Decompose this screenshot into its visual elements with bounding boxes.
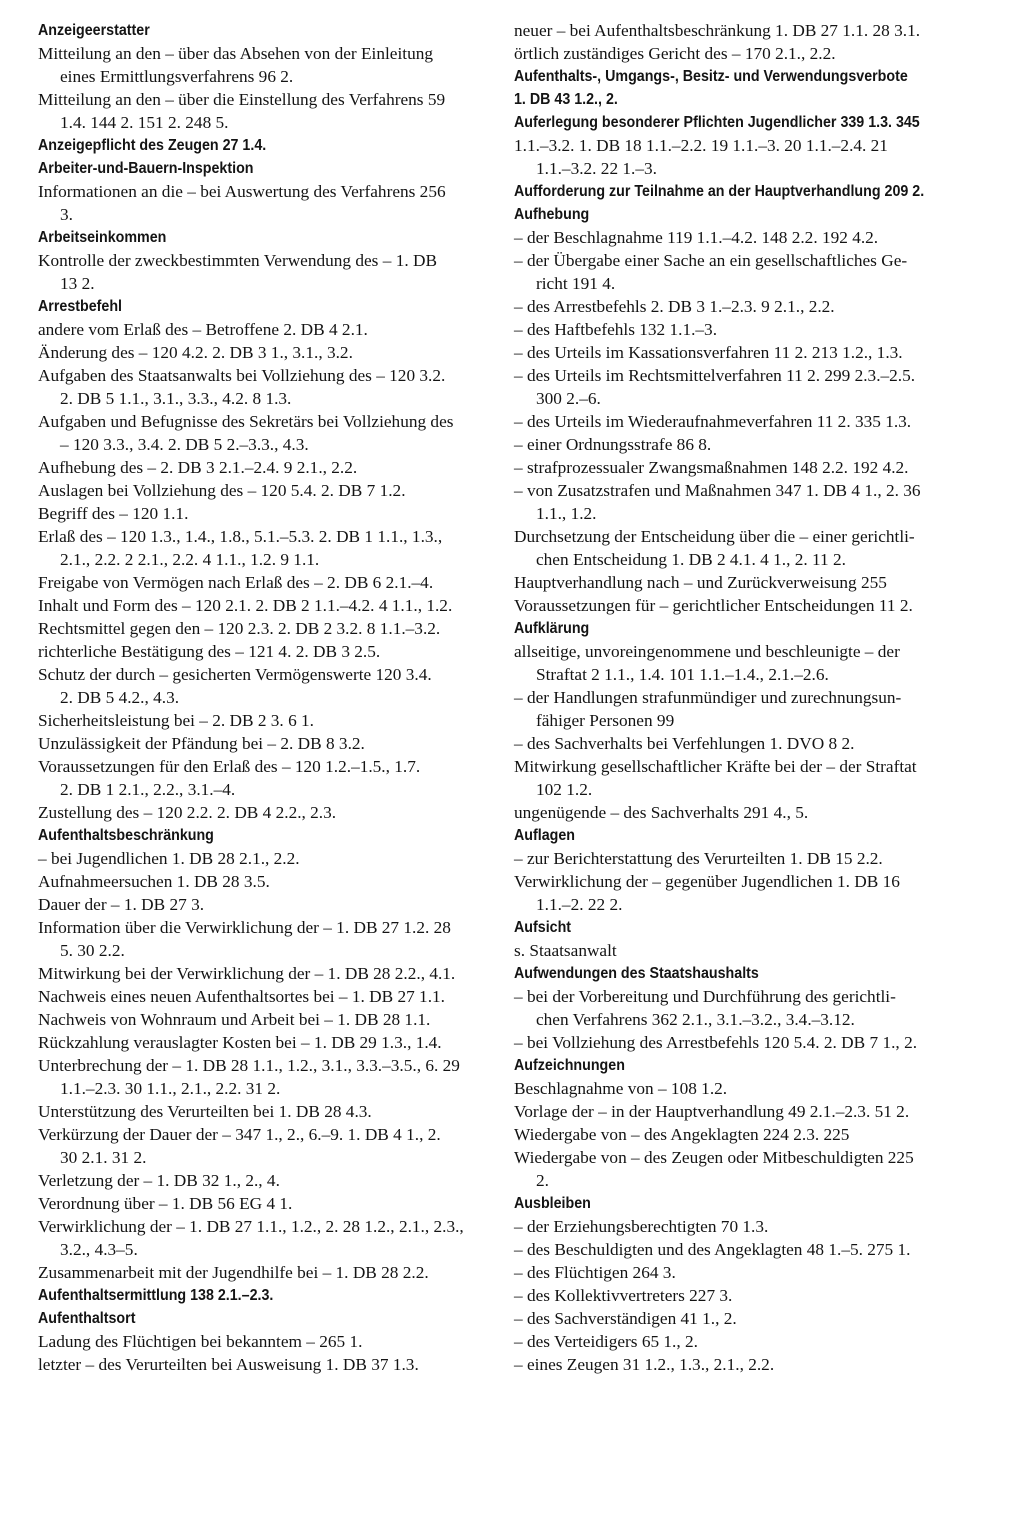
index-entry	[38, 847, 490, 870]
index-heading: Aufsicht	[514, 919, 572, 936]
index-entry	[38, 341, 490, 364]
index-entry	[38, 594, 490, 617]
entry-line: Aufgaben des Staatsanwalts bei Vollziehung des – 120 3.2.	[38, 366, 446, 385]
entry-line: andere vom Erlaß des – Betroffene 2. DB 4 2.1.	[38, 320, 368, 339]
entry-line: Mitteilung an den – über die Einstellung des Verfahrens 59	[38, 90, 446, 109]
entry-line: – der Beschlagnahme 119 1.1.–4.2. 148 2.2. 192 4.2.	[514, 228, 879, 247]
entry-line: Unzulässigkeit der Pfändung bei – 2. DB 8 3.2.	[38, 734, 365, 753]
entry-line: Beschlagnahme von – 108 1.2.	[514, 1079, 728, 1098]
index-entry	[38, 249, 490, 295]
index-entry	[38, 617, 490, 640]
entry-line: – strafprozessualer Zwangsmaßnahmen 148 2.2. 192 4.2.	[514, 458, 909, 477]
index-entry	[38, 801, 490, 824]
index-entry	[514, 249, 964, 295]
index-entry	[38, 571, 490, 594]
index-entry	[38, 1192, 490, 1215]
index-heading: Anzeigeerstatter	[38, 22, 150, 39]
index-entry	[38, 732, 490, 755]
entry-line: Informationen an die – bei Auswertung des Verfahrens 256	[38, 182, 446, 201]
index-entry	[514, 295, 964, 318]
index-entry	[38, 893, 490, 916]
entry-line: allseitige, unvoreingenommene und beschleunigte – der	[514, 642, 900, 661]
left-column	[38, 19, 490, 1376]
index-heading: Aufenthalts-, Umgangs-, Besitz- und Verwendungsverbote	[514, 68, 908, 85]
entry-line: Nachweis eines neuen Aufenthaltsortes bei – 1. DB 27 1.1.	[38, 987, 445, 1006]
index-entry	[38, 1123, 490, 1169]
right-column	[514, 19, 964, 1376]
entry-line: Voraussetzungen für den Erlaß des – 120 1.2.–1.5., 1.7.	[38, 757, 421, 776]
entry-line: örtlich zuständiges Gericht des – 170 2.1., 2.2.	[514, 44, 836, 63]
index-entry	[38, 1330, 490, 1353]
index-heading: Anzeigepflicht des Zeugen 27 1.4.	[38, 137, 267, 154]
entry-line: Durchsetzung der Entscheidung über die – einer gerichtli-	[514, 527, 915, 546]
index-heading: Aufhebung	[514, 206, 590, 223]
index-entry	[38, 1031, 490, 1054]
entry-line: – bei Jugendlichen 1. DB 28 2.1., 2.2.	[38, 849, 300, 868]
entry-line: Vorlage der – in der Hauptverhandlung 49 2.1.–2.3. 51 2.	[514, 1102, 910, 1121]
index-entry	[514, 686, 964, 732]
index-heading: Aufwendungen des Staatshaushalts	[514, 965, 759, 982]
entry-line: – der Handlungen strafunmündiger und zurechnungsun-	[514, 688, 902, 707]
entry-line: – des Kollektivvertreters 227 3.	[514, 1286, 733, 1305]
index-entry	[38, 755, 490, 801]
index-entry	[514, 1123, 964, 1146]
index-entry	[514, 341, 964, 364]
entry-line: Mitteilung an den – über das Absehen von der Einleitung	[38, 44, 433, 63]
index-entry	[38, 456, 490, 479]
index-entry	[38, 663, 490, 709]
index-heading: Auflagen	[514, 827, 576, 844]
index-entry	[38, 916, 490, 962]
entry-continuation-line: 1.1., 1.2.	[536, 504, 597, 523]
index-entry	[514, 410, 964, 433]
entry-continuation-line: 30 2.1. 31 2.	[60, 1148, 147, 1167]
entry-line: – des Verteidigers 65 1., 2.	[514, 1332, 698, 1351]
entry-continuation-line: 2.1., 2.2. 2 2.1., 2.2. 4 1.1., 1.2. 9 1.1.	[60, 550, 320, 569]
entry-line: Verwirklichung der – 1. DB 27 1.1., 1.2., 2. 28 1.2., 2.1., 2.3.,	[38, 1217, 464, 1236]
index-entry	[514, 1100, 964, 1123]
entry-continuation-line: 1.1.–3.2. 22 1.–3.	[536, 159, 657, 178]
entry-line: Verwirklichung der – gegenüber Jugendlichen 1. DB 16	[514, 872, 900, 891]
entry-continuation-line: 3.2., 4.3–5.	[60, 1240, 138, 1259]
index-entry	[514, 755, 964, 801]
index-entry	[38, 985, 490, 1008]
index-heading: Aufklärung	[514, 620, 590, 637]
index-entry	[38, 88, 490, 134]
index-entry	[514, 1215, 964, 1238]
index-entry	[38, 962, 490, 985]
entry-line: Inhalt und Form des – 120 2.1. 2. DB 2 1.1.–4.2. 4 1.1., 1.2.	[38, 596, 453, 615]
entry-line: 1.1.–3.2. 1. DB 18 1.1.–2.2. 19 1.1.–3. 20 1.1.–2.4. 21	[514, 136, 888, 155]
entry-line: Hauptverhandlung nach – und Zurückverweisung 255	[514, 573, 887, 592]
entry-line: Zusammenarbeit mit der Jugendhilfe bei – 1. DB 28 2.2.	[38, 1263, 429, 1282]
entry-line: Voraussetzungen für – gerichtlicher Entscheidungen 11 2.	[514, 596, 913, 615]
entry-continuation-line: 300 2.–6.	[536, 389, 601, 408]
entry-line: Aufhebung des – 2. DB 3 2.1.–2.4. 9 2.1., 2.2.	[38, 458, 358, 477]
entry-line: Verordnung über – 1. DB 56 EG 4 1.	[38, 1194, 293, 1213]
entry-continuation-line: 1.1.–2. 22 2.	[536, 895, 623, 914]
entry-line: letzter – des Verurteilten bei Ausweisung 1. DB 37 1.3.	[38, 1355, 419, 1374]
index-entry	[514, 594, 964, 617]
index-entry	[38, 479, 490, 502]
entry-line: richterliche Bestätigung des – 121 4. 2. DB 3 2.5.	[38, 642, 381, 661]
entry-continuation-line: 102 1.2.	[536, 780, 593, 799]
index-heading: Arbeiter-und-Bauern-Inspektion	[38, 160, 254, 177]
index-entry	[38, 180, 490, 226]
index-entry	[514, 640, 964, 686]
entry-line: – der Übergabe einer Sache an ein gesellschaftliches Ge-	[514, 251, 908, 270]
entry-line: Kontrolle der zweckbestimmten Verwendung des – 1. DB	[38, 251, 437, 270]
entry-continuation-line: 1.4. 144 2. 151 2. 248 5.	[60, 113, 229, 132]
index-entry	[514, 479, 964, 525]
index-entry	[514, 847, 964, 870]
entry-line: Freigabe von Vermögen nach Erlaß des – 2. DB 6 2.1.–4.	[38, 573, 434, 592]
index-heading: Aufenthaltsbeschränkung	[38, 827, 214, 844]
index-heading: Aufzeichnungen	[514, 1057, 625, 1074]
entry-line: Wiedergabe von – des Angeklagten 224 2.3. 225	[514, 1125, 850, 1144]
entry-line: Auslagen bei Vollziehung des – 120 5.4. 2. DB 7 1.2.	[38, 481, 406, 500]
index-entry	[514, 1307, 964, 1330]
index-entry	[38, 1353, 490, 1376]
index-entry	[514, 1330, 964, 1353]
index-entry	[38, 410, 490, 456]
index-entry	[514, 226, 964, 249]
index-entry	[514, 801, 964, 824]
entry-line: Dauer der – 1. DB 27 3.	[38, 895, 205, 914]
index-entry	[514, 1353, 964, 1376]
entry-line: Rückzahlung verauslagter Kosten bei – 1. DB 29 1.3., 1.4.	[38, 1033, 442, 1052]
index-heading: Arrestbefehl	[38, 298, 123, 315]
index-entry	[38, 1008, 490, 1031]
entry-continuation-line: 2. DB 1 2.1., 2.2., 3.1.–4.	[60, 780, 236, 799]
index-entry	[514, 939, 964, 962]
entry-line: – bei Vollziehung des Arrestbefehls 120 5.4. 2. DB 7 1., 2.	[514, 1033, 918, 1052]
index-heading: Ausbleiben	[514, 1195, 591, 1212]
entry-continuation-line: Straftat 2 1.1., 1.4. 101 1.1.–1.4., 2.1.–2.6.	[536, 665, 829, 684]
index-entry	[514, 985, 964, 1031]
entry-line: – des Urteils im Wiederaufnahmeverfahren 11 2. 335 1.3.	[514, 412, 912, 431]
index-entry	[514, 134, 964, 180]
index-entry	[38, 1261, 490, 1284]
entry-line: Schutz der durch – gesicherten Vermögenswerte 120 3.4.	[38, 665, 432, 684]
entry-continuation-line: eines Ermittlungsverfahrens 96 2.	[60, 67, 294, 86]
index-entry	[514, 19, 964, 42]
entry-continuation-line: chen Entscheidung 1. DB 2 4.1. 4 1., 2. 11 2.	[536, 550, 846, 569]
index-entry	[38, 42, 490, 88]
entry-continuation-line: 5. 30 2.2.	[60, 941, 125, 960]
entry-line: Mitwirkung gesellschaftlicher Kräfte bei der – der Straftat	[514, 757, 917, 776]
entry-line: Nachweis von Wohnraum und Arbeit bei – 1. DB 28 1.1.	[38, 1010, 431, 1029]
index-entry	[38, 1054, 490, 1100]
entry-line: – des Arrestbefehls 2. DB 3 1.–2.3. 9 2.1., 2.2.	[514, 297, 835, 316]
entry-line: – des Urteils im Kassationsverfahren 11 2. 213 1.2., 1.3.	[514, 343, 903, 362]
entry-line: Verkürzung der Dauer der – 347 1., 2., 6.–9. 1. DB 4 1., 2.	[38, 1125, 441, 1144]
entry-line: Aufnahmeersuchen 1. DB 28 3.5.	[38, 872, 270, 891]
index-entry	[514, 364, 964, 410]
entry-line: – des Urteils im Rechtsmittelverfahren 11 2. 299 2.3.–2.5.	[514, 366, 916, 385]
index-entry	[38, 1215, 490, 1261]
entry-line: – von Zusatzstrafen und Maßnahmen 347 1. DB 4 1., 2. 36	[514, 481, 921, 500]
entry-line: Verletzung der – 1. DB 32 1., 2., 4.	[38, 1171, 280, 1190]
entry-line: Aufgaben und Befugnisse des Sekretärs bei Vollziehung des	[38, 412, 454, 431]
index-entry	[38, 502, 490, 525]
index-entry	[514, 1077, 964, 1100]
index-entry	[38, 1100, 490, 1123]
entry-line: Änderung des – 120 4.2. 2. DB 3 1., 3.1., 3.2.	[38, 343, 353, 362]
entry-line: Wiedergabe von – des Zeugen oder Mitbeschuldigten 225	[514, 1148, 914, 1167]
entry-line: – des Sachverständigen 41 1., 2.	[514, 1309, 737, 1328]
entry-continuation-line: 2.	[536, 1171, 549, 1190]
index-entry	[38, 709, 490, 732]
index-entry	[514, 1146, 964, 1192]
entry-continuation-line: – 120 3.3., 3.4. 2. DB 5 2.–3.3., 4.3.	[60, 435, 309, 454]
index-entry	[38, 525, 490, 571]
index-entry	[514, 525, 964, 571]
index-entry	[514, 1031, 964, 1054]
index-entry	[38, 640, 490, 663]
entry-line: – des Sachverhalts bei Verfehlungen 1. DVO 8 2.	[514, 734, 855, 753]
index-entry	[514, 732, 964, 755]
index-entry	[38, 318, 490, 341]
entry-line: Unterstützung des Verurteilten bei 1. DB 28 4.3.	[38, 1102, 372, 1121]
index-entry	[38, 870, 490, 893]
entry-line: Zustellung des – 120 2.2. 2. DB 4 2.2., 2.3.	[38, 803, 337, 822]
entry-line: – eines Zeugen 31 1.2., 1.3., 2.1., 2.2.	[514, 1355, 775, 1374]
index-entry	[514, 456, 964, 479]
index-entry	[514, 42, 964, 65]
entry-line: – zur Berichterstattung des Verurteilten 1. DB 15 2.2.	[514, 849, 883, 868]
index-entry	[514, 1238, 964, 1261]
entry-line: Information über die Verwirklichung der – 1. DB 27 1.2. 28	[38, 918, 451, 937]
entry-line: Sicherheitsleistung bei – 2. DB 2 3. 6 1.	[38, 711, 314, 730]
entry-continuation-line: 13 2.	[60, 274, 95, 293]
entry-line: Begriff des – 120 1.1.	[38, 504, 189, 523]
index-heading: Aufenthaltsermittlung 138 2.1.–2.3.	[38, 1287, 274, 1304]
entry-line: ungenügende – des Sachverhalts 291 4., 5.	[514, 803, 809, 822]
entry-line: Ladung des Flüchtigen bei bekanntem – 265 1.	[38, 1332, 363, 1351]
entry-continuation-line: richt 191 4.	[536, 274, 616, 293]
index-heading: Aufenthaltsort	[38, 1310, 136, 1327]
index-entry	[514, 433, 964, 456]
entry-continuation-line: 1.1.–2.3. 30 1.1., 2.1., 2.2. 31 2.	[60, 1079, 281, 1098]
index-entry	[514, 1284, 964, 1307]
entry-continuation-line: fähiger Personen 99	[536, 711, 675, 730]
entry-line: Erlaß des – 120 1.3., 1.4., 1.8., 5.1.–5.3. 2. DB 1 1.1., 1.3.,	[38, 527, 443, 546]
entry-line: – des Haftbefehls 132 1.1.–3.	[514, 320, 718, 339]
entry-line: – des Flüchtigen 264 3.	[514, 1263, 676, 1282]
index-entry	[38, 364, 490, 410]
entry-line: Mitwirkung bei der Verwirklichung der – 1. DB 28 2.2., 4.1.	[38, 964, 456, 983]
index-heading: Auferlegung besonderer Pflichten Jugendlicher 339 1.3. 345	[514, 114, 920, 131]
entry-line: neuer – bei Aufenthaltsbeschränkung 1. DB 27 1.1. 28 3.1.	[514, 21, 921, 40]
entry-line: Rechtsmittel gegen den – 120 2.3. 2. DB 2 3.2. 8 1.1.–3.2.	[38, 619, 441, 638]
entry-line: – einer Ordnungsstrafe 86 8.	[514, 435, 712, 454]
index-heading: Aufforderung zur Teilnahme an der Hauptverhandlung 209 2.	[514, 183, 925, 200]
entry-continuation-line: 2. DB 5 4.2., 4.3.	[60, 688, 180, 707]
index-entry	[514, 571, 964, 594]
entry-continuation-line: 3.	[60, 205, 73, 224]
entry-line: – bei der Vorbereitung und Durchführung des gerichtli-	[514, 987, 896, 1006]
entry-line: – des Beschuldigten und des Angeklagten 48 1.–5. 275 1.	[514, 1240, 911, 1259]
index-entry	[38, 1169, 490, 1192]
entry-line: – der Erziehungsberechtigten 70 1.3.	[514, 1217, 769, 1236]
index-entry	[514, 318, 964, 341]
index-entry	[514, 1261, 964, 1284]
entry-continuation-line: 2. DB 5 1.1., 3.1., 3.3., 4.2. 8 1.3.	[60, 389, 292, 408]
index-heading: 1. DB 43 1.2., 2.	[514, 91, 618, 108]
index-heading: Arbeitseinkommen	[38, 229, 167, 246]
entry-continuation-line: chen Verfahrens 362 2.1., 3.1.–3.2., 3.4.–3.12.	[536, 1010, 855, 1029]
index-entry	[514, 870, 964, 916]
entry-line: s. Staatsanwalt	[514, 941, 617, 960]
entry-line: Unterbrechung der – 1. DB 28 1.1., 1.2., 3.1., 3.3.–3.5., 6. 29	[38, 1056, 460, 1075]
